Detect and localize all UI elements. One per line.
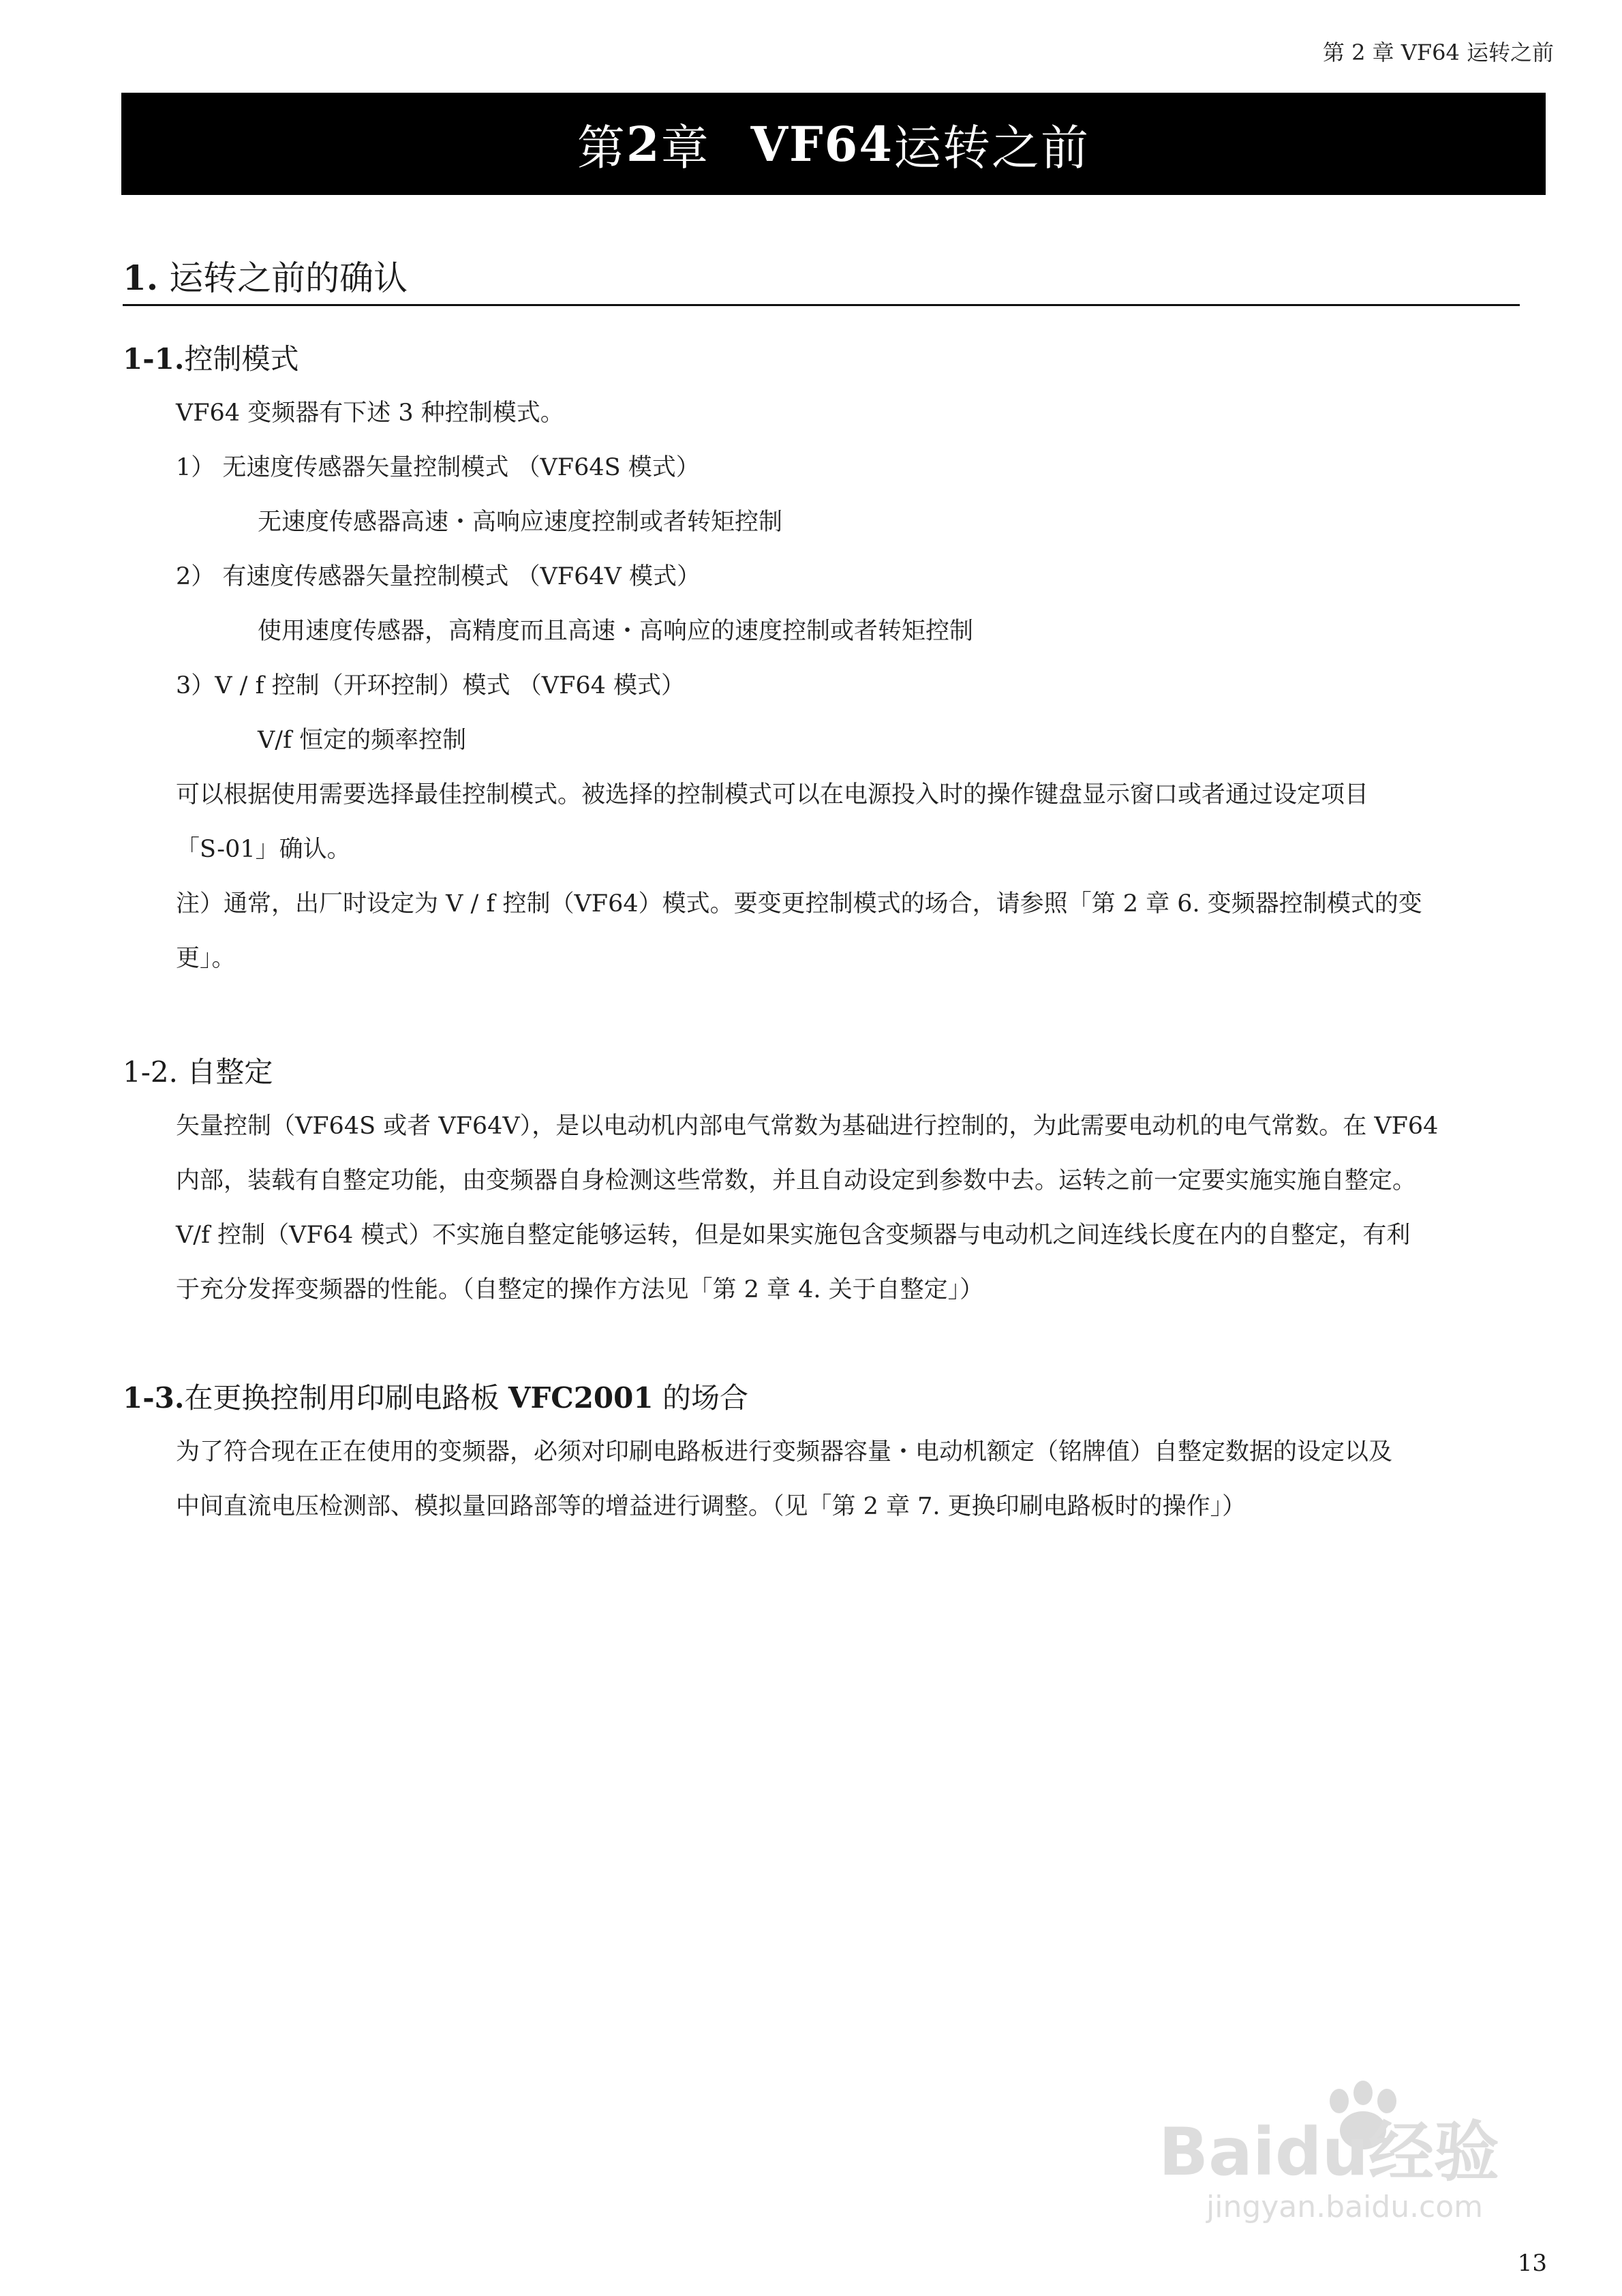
chapter-title-banner xyxy=(121,93,1546,195)
mode-item-2-desc: 使用速度传感器，高精度而且高速・高响应的速度控制或者转矩控制 xyxy=(258,618,974,645)
mode-item-1-desc: 无速度传感器高速・高响应速度控制或者转矩控制 xyxy=(258,509,783,536)
watermark-brand: Baidu经验 xyxy=(1159,2114,1499,2190)
chapter-prefix: 第 xyxy=(577,119,626,176)
mode-item-2: 2） 有速度传感器矢量控制模式 （VF64V 模式） xyxy=(176,563,701,590)
chapter-title: 运转之前 xyxy=(893,119,1090,176)
paragraph-line: 为了符合现在正在使用的变频器，必须对印刷电路板进行变频器容量・电动机额定（铭牌值）自整定数据的设定以及 xyxy=(176,1438,1393,1466)
subsection-number: 1-1. xyxy=(123,342,185,376)
section-title: 运转之前的确认 xyxy=(169,258,408,298)
paragraph-line: 于充分发挥变频器的性能。（自整定的操作方法见「第 2 章 4. 关于自整定」） xyxy=(176,1276,984,1303)
chapter-model: VF64 xyxy=(750,115,894,172)
mode-item-1: 1） 无速度传感器矢量控制模式 （VF64S 模式） xyxy=(176,454,700,481)
note-line: 注）通常，出厂时设定为 V / f 控制（VF64）模式。要变更控制模式的场合，请参照「第 2 章 6. 变频器控制模式的变 xyxy=(176,890,1422,918)
mode-item-3-desc: V/f 恒定的频率控制 xyxy=(258,727,467,754)
paragraph-line: 「S-01」确认。 xyxy=(176,836,351,863)
paragraph-line: 内部，装载有自整定功能，由变频器自身检测这些常数，并且自动设定到参数中去。运转之前一定要实施实施自整定。 xyxy=(176,1167,1417,1194)
subsection-heading-1-2: 1-2. 自整定 xyxy=(123,1055,273,1089)
subsection-number: 1-3. xyxy=(123,1381,185,1415)
subsection-title: 在更换控制用印刷电路板 xyxy=(184,1381,508,1415)
running-header: 第 2 章 VF64 运转之前 xyxy=(1322,40,1554,65)
section-heading xyxy=(123,251,1520,306)
subsection-heading-1-1 xyxy=(123,337,299,378)
intro-text: VF64 变频器有下述 3 种控制模式。 xyxy=(176,399,564,427)
subsection-title-end: 的场合 xyxy=(653,1381,748,1415)
section-number: 1. xyxy=(123,258,159,298)
baidu-watermark-logo xyxy=(1152,2072,1520,2229)
subsection-title: 控制模式 xyxy=(184,342,299,376)
page-number: 13 xyxy=(1517,2250,1547,2277)
board-model: VFC2001 xyxy=(508,1381,654,1415)
note-line: 更」。 xyxy=(176,945,236,972)
watermark-url: jingyan.baidu.com xyxy=(1206,2190,1484,2224)
mode-item-3: 3）V / f 控制（开环控制）模式 （VF64 模式） xyxy=(176,672,686,699)
chapter-number: 2 xyxy=(626,115,661,172)
paragraph-line: 可以根据使用需要选择最佳控制模式。被选择的控制模式可以在电源投入时的操作键盘显示窗口或者通过设定项目 xyxy=(176,781,1369,809)
paragraph-line: V/f 控制（VF64 模式）不实施自整定能够运转，但是如果实施包含变频器与电动机之间连线长度在内的自整定，有利 xyxy=(176,1222,1411,1249)
chapter-suffix: 章 xyxy=(660,119,710,176)
subsection-heading-1-3 xyxy=(123,1376,748,1417)
paragraph-line: 矢量控制（VF64S 或者 VF64V），是以电动机内部电气常数为基础进行控制的，为此需要电动机的电气常数。在 VF64 xyxy=(176,1113,1439,1140)
paragraph-line: 中间直流电压检测部、模拟量回路部等的增益进行调整。（见「第 2 章 7. 更换印刷电路板时的操作」） xyxy=(176,1493,1246,1520)
